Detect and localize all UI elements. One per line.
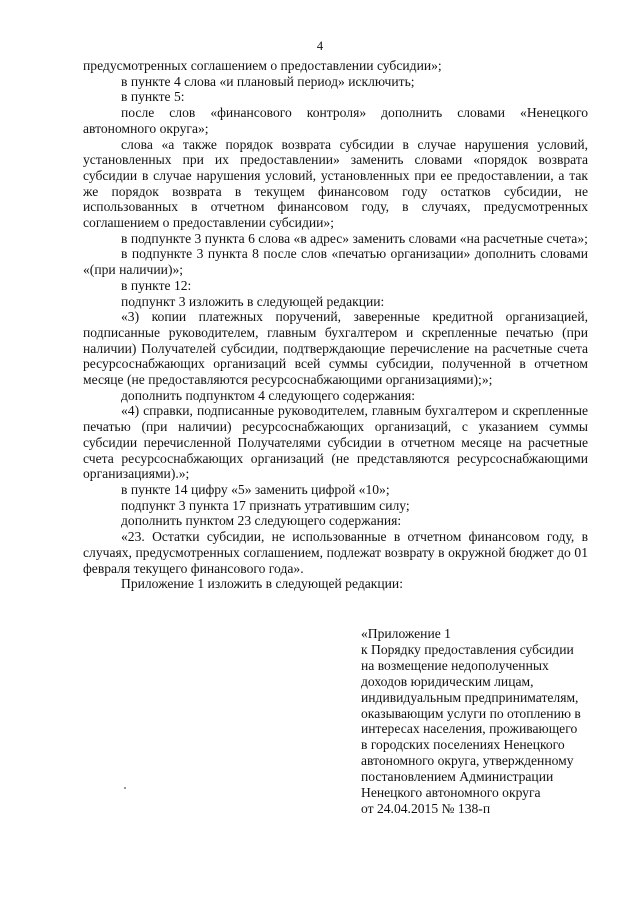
paragraph: слова «а также порядок возврата субсидии в случае нарушения условий, установленных при их предоставлении» заменить словами «порядок возврата субсидии в случае нарушения условий, установленных при ее предоставлении, а так же порядок возврата в текущем финансовом году остатков субсидии, не использованных в отчетном финансовом году, в случаях, предусмотренных соглашением о предоставлении субсидии»; (83, 136, 588, 231)
appendix-line: доходов юридическим лицам, (361, 673, 534, 689)
appendix-line: «Приложение 1 (361, 626, 451, 641)
appendix-line: к Порядку предоставления субсидии (361, 641, 574, 657)
appendix-header (361, 626, 611, 817)
paragraph: подпункт 3 пункта 17 признать утратившим силу; (121, 497, 410, 513)
paragraph: подпункт 3 изложить в следующей редакции: (121, 293, 385, 309)
paragraph: после слов «финансового контроля» дополнить словами «Ненецкого автономного округа»; (83, 105, 588, 136)
appendix-line: индивидуальным предпринимателям, (361, 689, 579, 705)
paragraph: Приложение 1 изложить в следующей редакции: (121, 576, 403, 592)
paragraph: в подпункте 3 пункта 6 слова «в адрес» заменить словами «на расчетные счета»; (121, 230, 588, 246)
appendix-line: от 24.04.2015 № 138-п (361, 800, 491, 816)
paragraph: «3) копии платежных поручений, заверенные кредитной организацией, подписанные руководителем, главным бухгалтером и скрепленные печатью (при наличии) Получателей субсидии, подтверждающие перечисление на расчетные счета ресурсоснабжающих организаций всей суммы субсидии, полученной в отчетном месяце (не предоставляются ресурсоснабжающими организациями);»; (83, 309, 588, 388)
appendix-line: автономного округа, утвержденному (361, 753, 574, 769)
paragraph: в пункте 4 слова «и плановый период» исключить; (121, 73, 415, 89)
scan-speck (124, 787, 126, 789)
paragraph: в пункте 14 цифру «5» заменить цифрой «10»; (121, 481, 390, 497)
appendix-line: Ненецкого автономного округа (361, 785, 541, 801)
paragraph: в подпункте 3 пункта 8 после слов «печатью организации» дополнить словами «(при наличии)»; (83, 246, 588, 278)
appendix-line: постановлением Администрации (361, 769, 554, 785)
appendix-line: оказывающим услуги по отоплению в (361, 705, 581, 721)
paragraph: в пункте 5: (121, 89, 185, 105)
paragraph: «23. Остатки субсидии, не использованные в отчетном финансовом году, в случаях, предусмотренных соглашением, подлежат возврату в окружной бюджет до 01 февраля текущего финансового года». (83, 529, 588, 576)
appendix-line: на возмещение недополученных (361, 657, 549, 673)
appendix-line: интересах населения, проживающего (361, 721, 578, 737)
appendix-line: в городских поселениях Ненецкого (361, 737, 565, 753)
paragraph: предусмотренных соглашением о предоставлении субсидии»; (83, 58, 442, 73)
page-number: 4 (316, 39, 324, 53)
paragraph: дополнить пунктом 23 следующего содержания: (121, 513, 402, 529)
paragraph: «4) справки, подписанные руководителем, главным бухгалтером и скрепленные печатью (при наличии) ресурсоснабжающих организаций, с указанием суммы субсидии перечисленной Получателями субсидии в отчетном месяце на расчетные счета ресурсоснабжающих организаций (не представляются ресурсоснабжающими организациями).»; (83, 403, 588, 482)
paragraph: в пункте 12: (121, 277, 192, 293)
paragraph: дополнить подпунктом 4 следующего содержания: (121, 387, 416, 403)
document-body (83, 58, 588, 592)
